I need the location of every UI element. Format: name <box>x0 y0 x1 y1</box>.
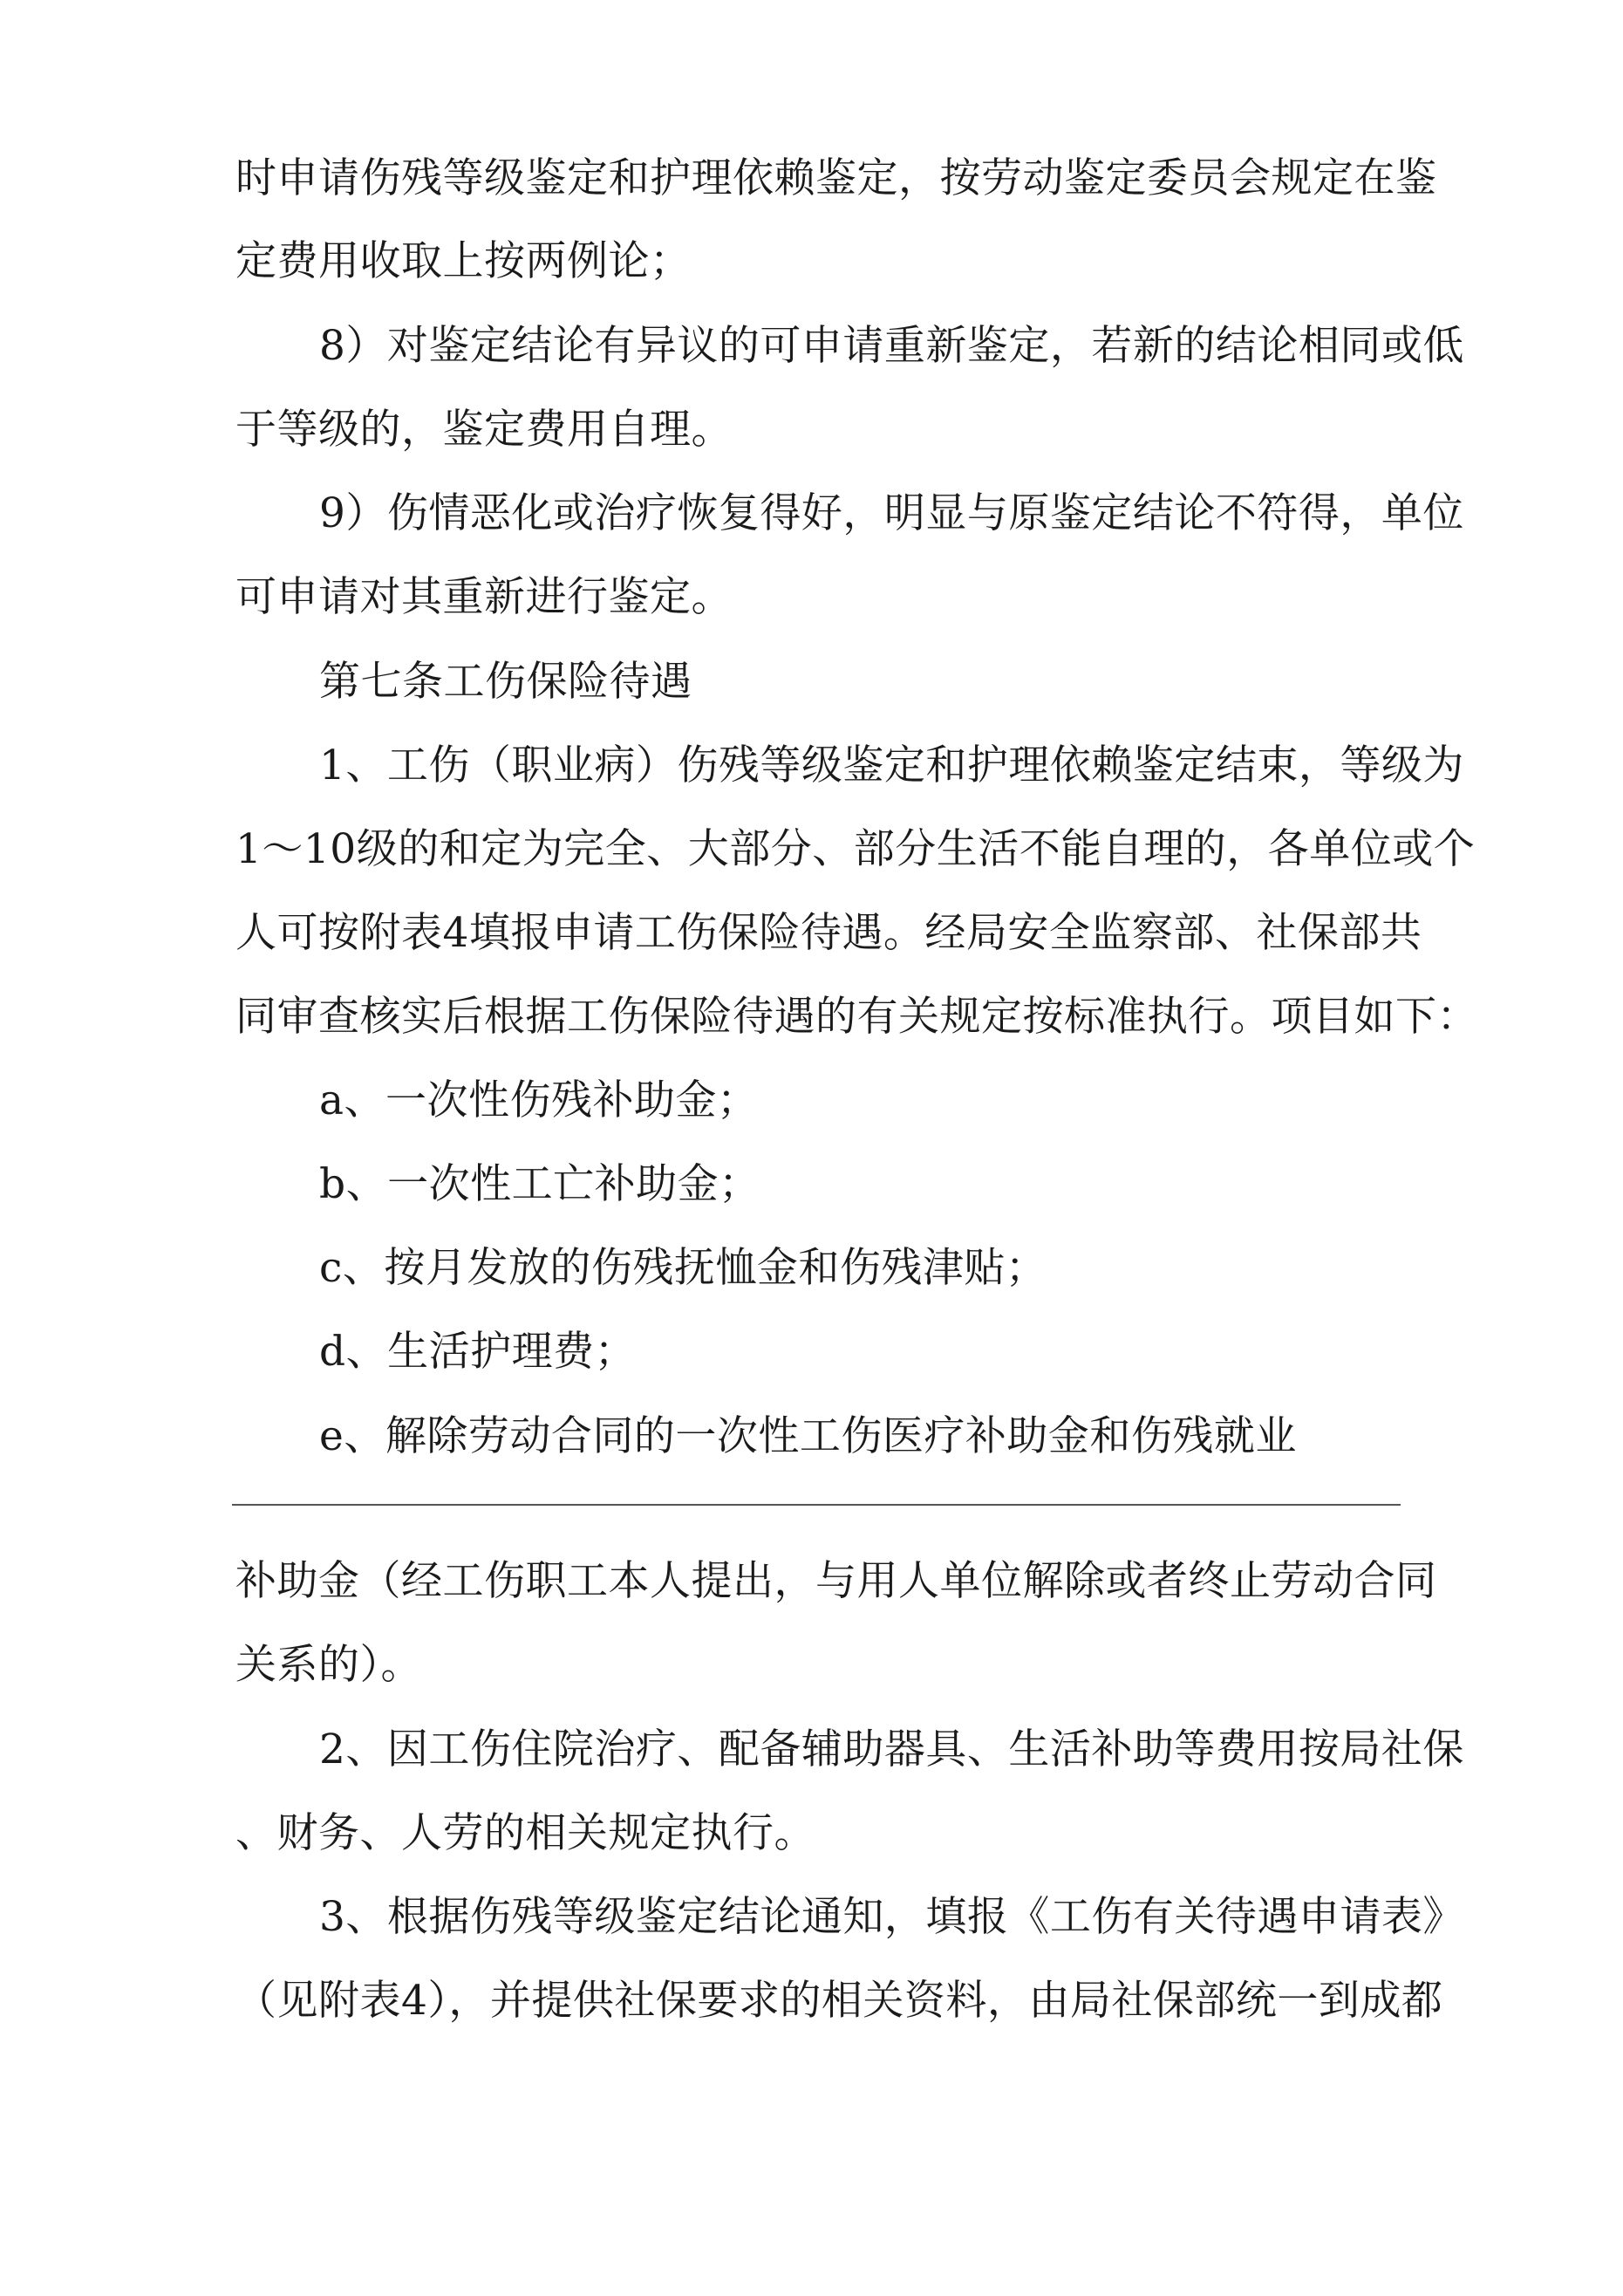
list-item: a、一次性伤残补助金； <box>319 1076 759 1124</box>
list-item: c、按月发放的伤残抚恤金和伤残津贴； <box>319 1244 1047 1292</box>
text-line: 3、根据伤残等级鉴定结论通知，填报《工伤有关待遇申请表》 <box>319 1893 1464 1941</box>
text-line: 定费用收取上按两例论； <box>235 237 692 285</box>
text-line: 关系的）。 <box>235 1641 422 1689</box>
list-item: e、解除劳动合同的一次性工伤医疗补助金和伤残就业 <box>319 1412 1297 1460</box>
text-line: 同审查核实后根据工伤保险待遇的有关规定按标准执行。项目如下： <box>235 993 1478 1041</box>
page-divider <box>232 1504 1401 1506</box>
text-line: 、财务、人劳的相关规定执行。 <box>235 1809 815 1857</box>
text-line: 8）对鉴定结论有异议的可申请重新鉴定，若新的结论相同或低 <box>319 322 1464 370</box>
text-line: 补助金（经工伤职工本人提出，与用人单位解除或者终止劳动合同 <box>235 1557 1437 1605</box>
section-heading: 第七条工伤保险待遇 <box>319 658 692 706</box>
text-line: 1、工伤（职业病）伤残等级鉴定和护理依赖鉴定结束，等级为 <box>319 741 1464 789</box>
text-line: 2、因工伤住院治疗、配备辅助器具、生活补助等费用按局社保 <box>319 1725 1464 1773</box>
text-line: 可申请对其重新进行鉴定。 <box>235 573 733 621</box>
list-item: b、一次性工亡补助金； <box>319 1160 760 1208</box>
text-line: 9）伤情恶化或治疗恢复得好，明显与原鉴定结论不符得，单位 <box>319 489 1464 537</box>
list-item: d、生活护理费； <box>319 1328 637 1376</box>
text-line: 人可按附表4填报申请工伤保险待遇。经局安全监察部、社保部共 <box>235 909 1422 957</box>
text-line: 时申请伤残等级鉴定和护理依赖鉴定，按劳动鉴定委员会规定在鉴 <box>235 154 1437 202</box>
text-line: 1〜10级的和定为完全、大部分、部分生活不能自理的，各单位或个 <box>235 825 1476 873</box>
text-line: 于等级的，鉴定费用自理。 <box>235 406 733 454</box>
text-line: （见附表4），并提供社保要求的相关资料，由局社保部统一到成都 <box>235 1977 1443 2025</box>
